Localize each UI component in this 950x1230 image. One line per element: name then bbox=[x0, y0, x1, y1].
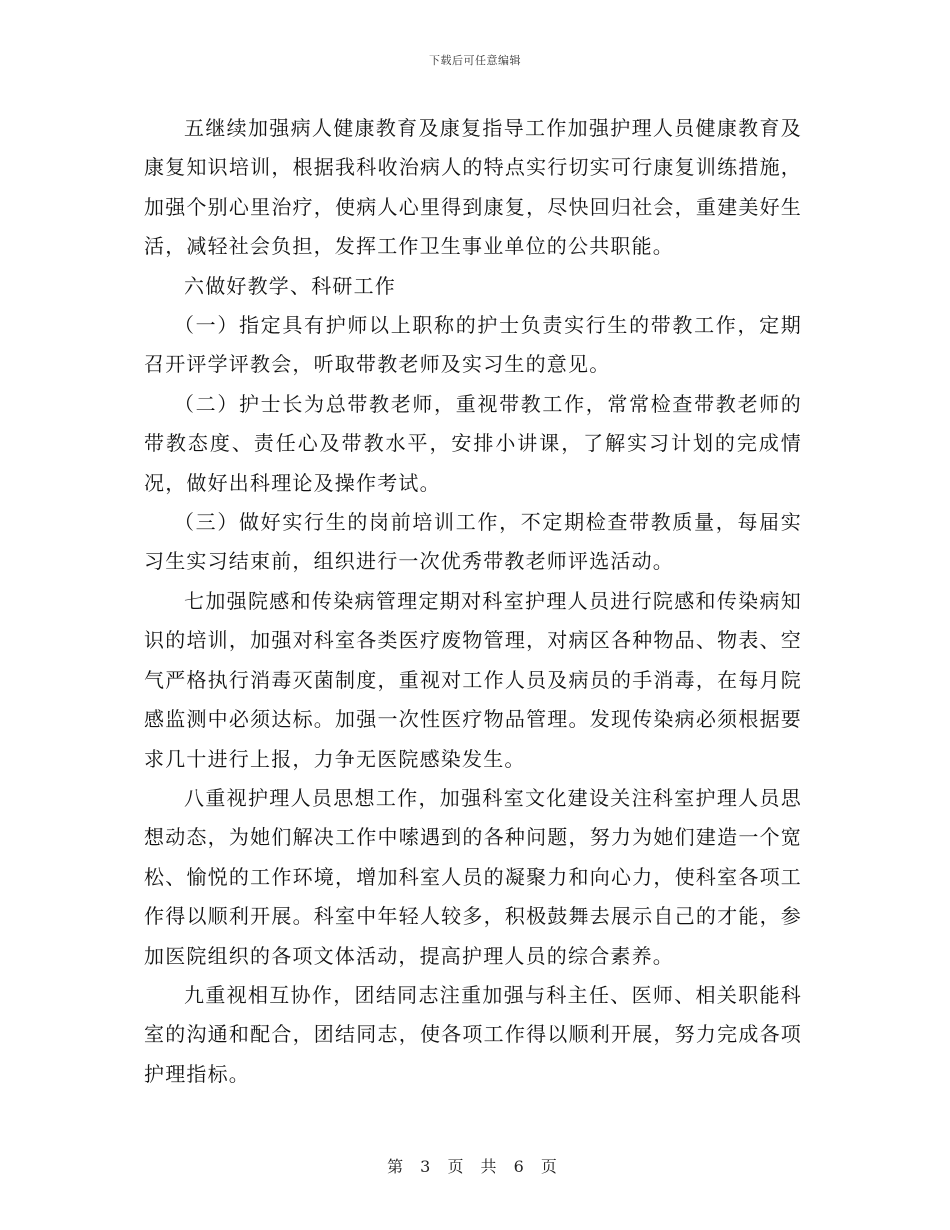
paragraph-section-6-item-1: （一）指定具有护师以上职称的护士负责实行生的带教工作，定期召开评学评教会，听取带教老师及实习生的意见。 bbox=[144, 313, 802, 377]
paragraph-section-9: 九重视相互协作，团结同志注重加强与科主任、医师、相关职能科室的沟通和配合，团结同志，使各项工作得以顺利开展，努力完成各项护理指标。 bbox=[144, 982, 802, 1086]
paragraph-section-6-item-3: （三）做好实行生的岗前培训工作，不定期检查带教质量，每届实习生实习结束前，组织进行一次优秀带教老师评选活动。 bbox=[144, 510, 802, 574]
page-header: 下载后可任意编辑 bbox=[429, 54, 521, 67]
paragraph-section-7: 七加强院感和传染病管理定期对科室护理人员进行院感和传染病知识的培训，加强对科室各类医疗废物管理，对病区各种物品、物表、空气严格执行消毒灭菌制度，重视对工作人员及病员的手消毒，在每月院感监测中必须达标。加强一次性医疗物品管理。发现传染病必须根据要求几十进行上报，力争无医院感染发生。 bbox=[144, 588, 802, 771]
paragraph-section-5: 五继续加强病人健康教育及康复指导工作加强护理人员健康教育及康复知识培训，根据我科收治病人的特点实行切实可行康复训练措施，加强个别心里治疗，使病人心里得到康复，尽快回归社会，重建美好生活，减轻社会负担，发挥工作卫生事业单位的公共职能。 bbox=[144, 116, 802, 259]
page-footer-page-number: 第 3 页 共 6 页 bbox=[387, 1157, 563, 1176]
document-body bbox=[144, 109, 802, 1094]
paragraph-section-8: 八重视护理人员思想工作，加强科室文化建设关注科室护理人员思想动态，为她们解决工作中嗦遇到的各种问题，努力为她们建造一个宽松、愉悦的工作环境，增加科室人员的凝聚力和向心力，使科室各项工作得以顺利开展。科室中年轻人较多，积极鼓舞去展示自己的才能，参加医院组织的各项文体活动，提高护理人员的综合素养。 bbox=[144, 785, 802, 968]
paragraph-section-6-heading: 六做好教学、科研工作 bbox=[184, 273, 396, 298]
paragraph-section-6-item-2: （二）护士长为总带教老师，重视带教工作，常常检查带教老师的带教态度、责任心及带教水平，安排小讲课，了解实习计划的完成情况，做好出科理论及操作考试。 bbox=[144, 391, 802, 495]
